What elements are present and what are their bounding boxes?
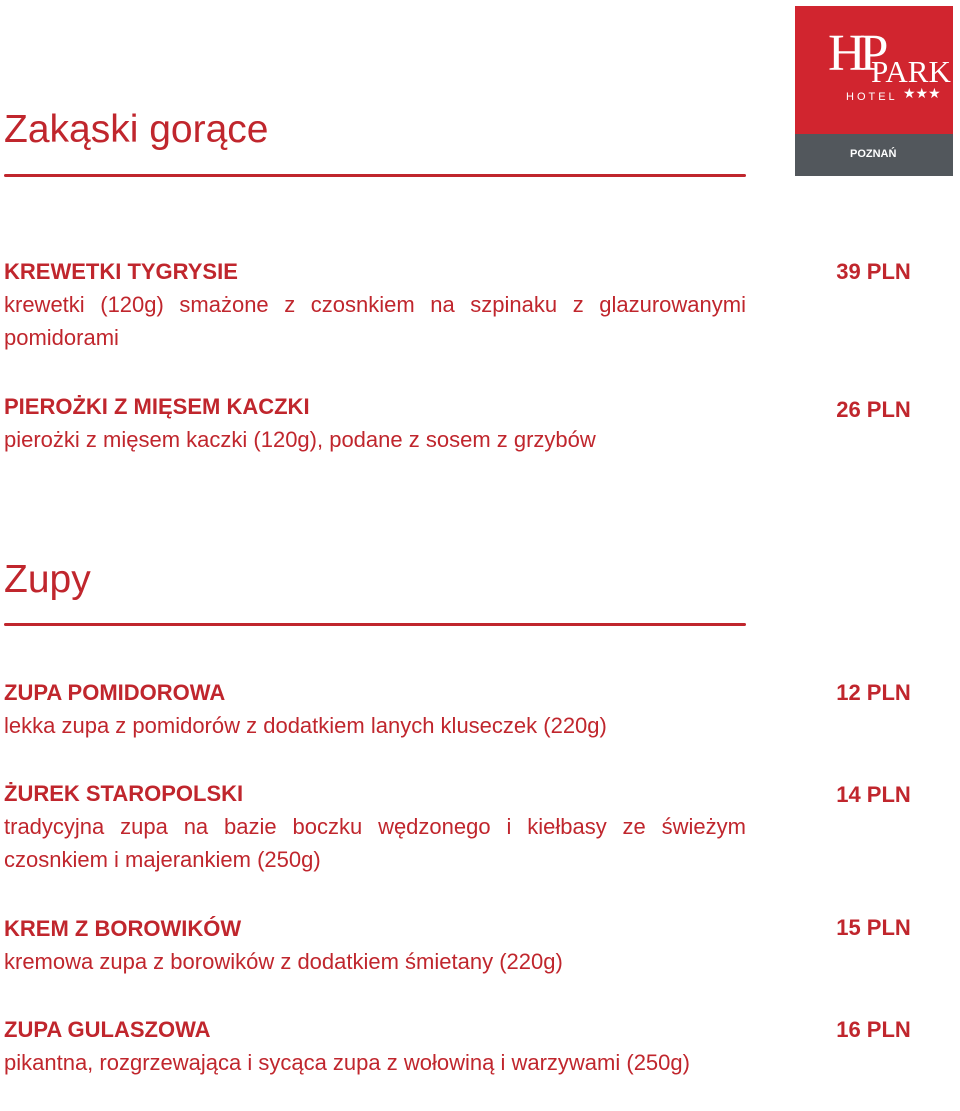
menu-item-description: pierożki z mięsem kaczki (120g), podane z sosem z grzybów [4,427,596,452]
logo-hotel-label: HOTEL [846,91,898,103]
section-divider [4,623,746,626]
section-divider [4,174,746,177]
menu-item [4,777,746,876]
menu-item-description: kremowa zupa z borowików z dodatkiem śmietany (220g) [4,949,563,974]
menu-item-name: ŻUREK STAROPOLSKI [4,781,244,806]
logo-brand-name: PARK [871,54,951,89]
menu-item-name: ZUPA POMIDOROWA [4,680,226,705]
logo-initials: HP [828,25,883,82]
section-title-soups: Zupy [4,558,91,601]
menu-item [4,390,746,456]
menu-item-price: 15 PLN [836,915,911,940]
menu-item-name: ZUPA GULASZOWA [4,1017,211,1042]
section-title-appetizers: Zakąski gorące [4,108,269,151]
menu-item-description: pikantna, rozgrzewająca i sycąca zupa z wołowiną i warzywami (250g) [4,1050,690,1075]
menu-item-description: lekka zupa z pomidorów z dodatkiem lanych kluseczek (220g) [4,713,607,738]
menu-item-price: 39 PLN [836,259,911,284]
menu-item [4,255,746,354]
menu-item-price: 12 PLN [836,680,911,705]
menu-item-price: 14 PLN [836,782,911,807]
menu-item-price: 16 PLN [836,1017,911,1042]
menu-item-description: tradycyjna zupa na bazie boczku wędzonego i kiełbasy ze świeżym czosnkiem i majerankiem (250g) [4,814,746,872]
logo-city: POZNAŃ [850,148,897,160]
menu-item-price: 26 PLN [836,397,911,422]
logo-stars: ★★★ [903,85,941,101]
menu-item-name: KREWETKI TYGRYSIE [4,259,238,284]
menu-item-name: KREM Z BOROWIKÓW [4,916,242,941]
menu-item [4,676,746,742]
menu-item-name: PIEROŻKI Z MIĘSEM KACZKI [4,394,310,419]
menu-item-description: krewetki (120g) smażone z czosnkiem na szpinaku z glazurowanymi pomidorami [4,292,746,350]
menu-item [4,912,746,978]
hotel-logo [795,6,953,176]
menu-item [4,1013,746,1079]
